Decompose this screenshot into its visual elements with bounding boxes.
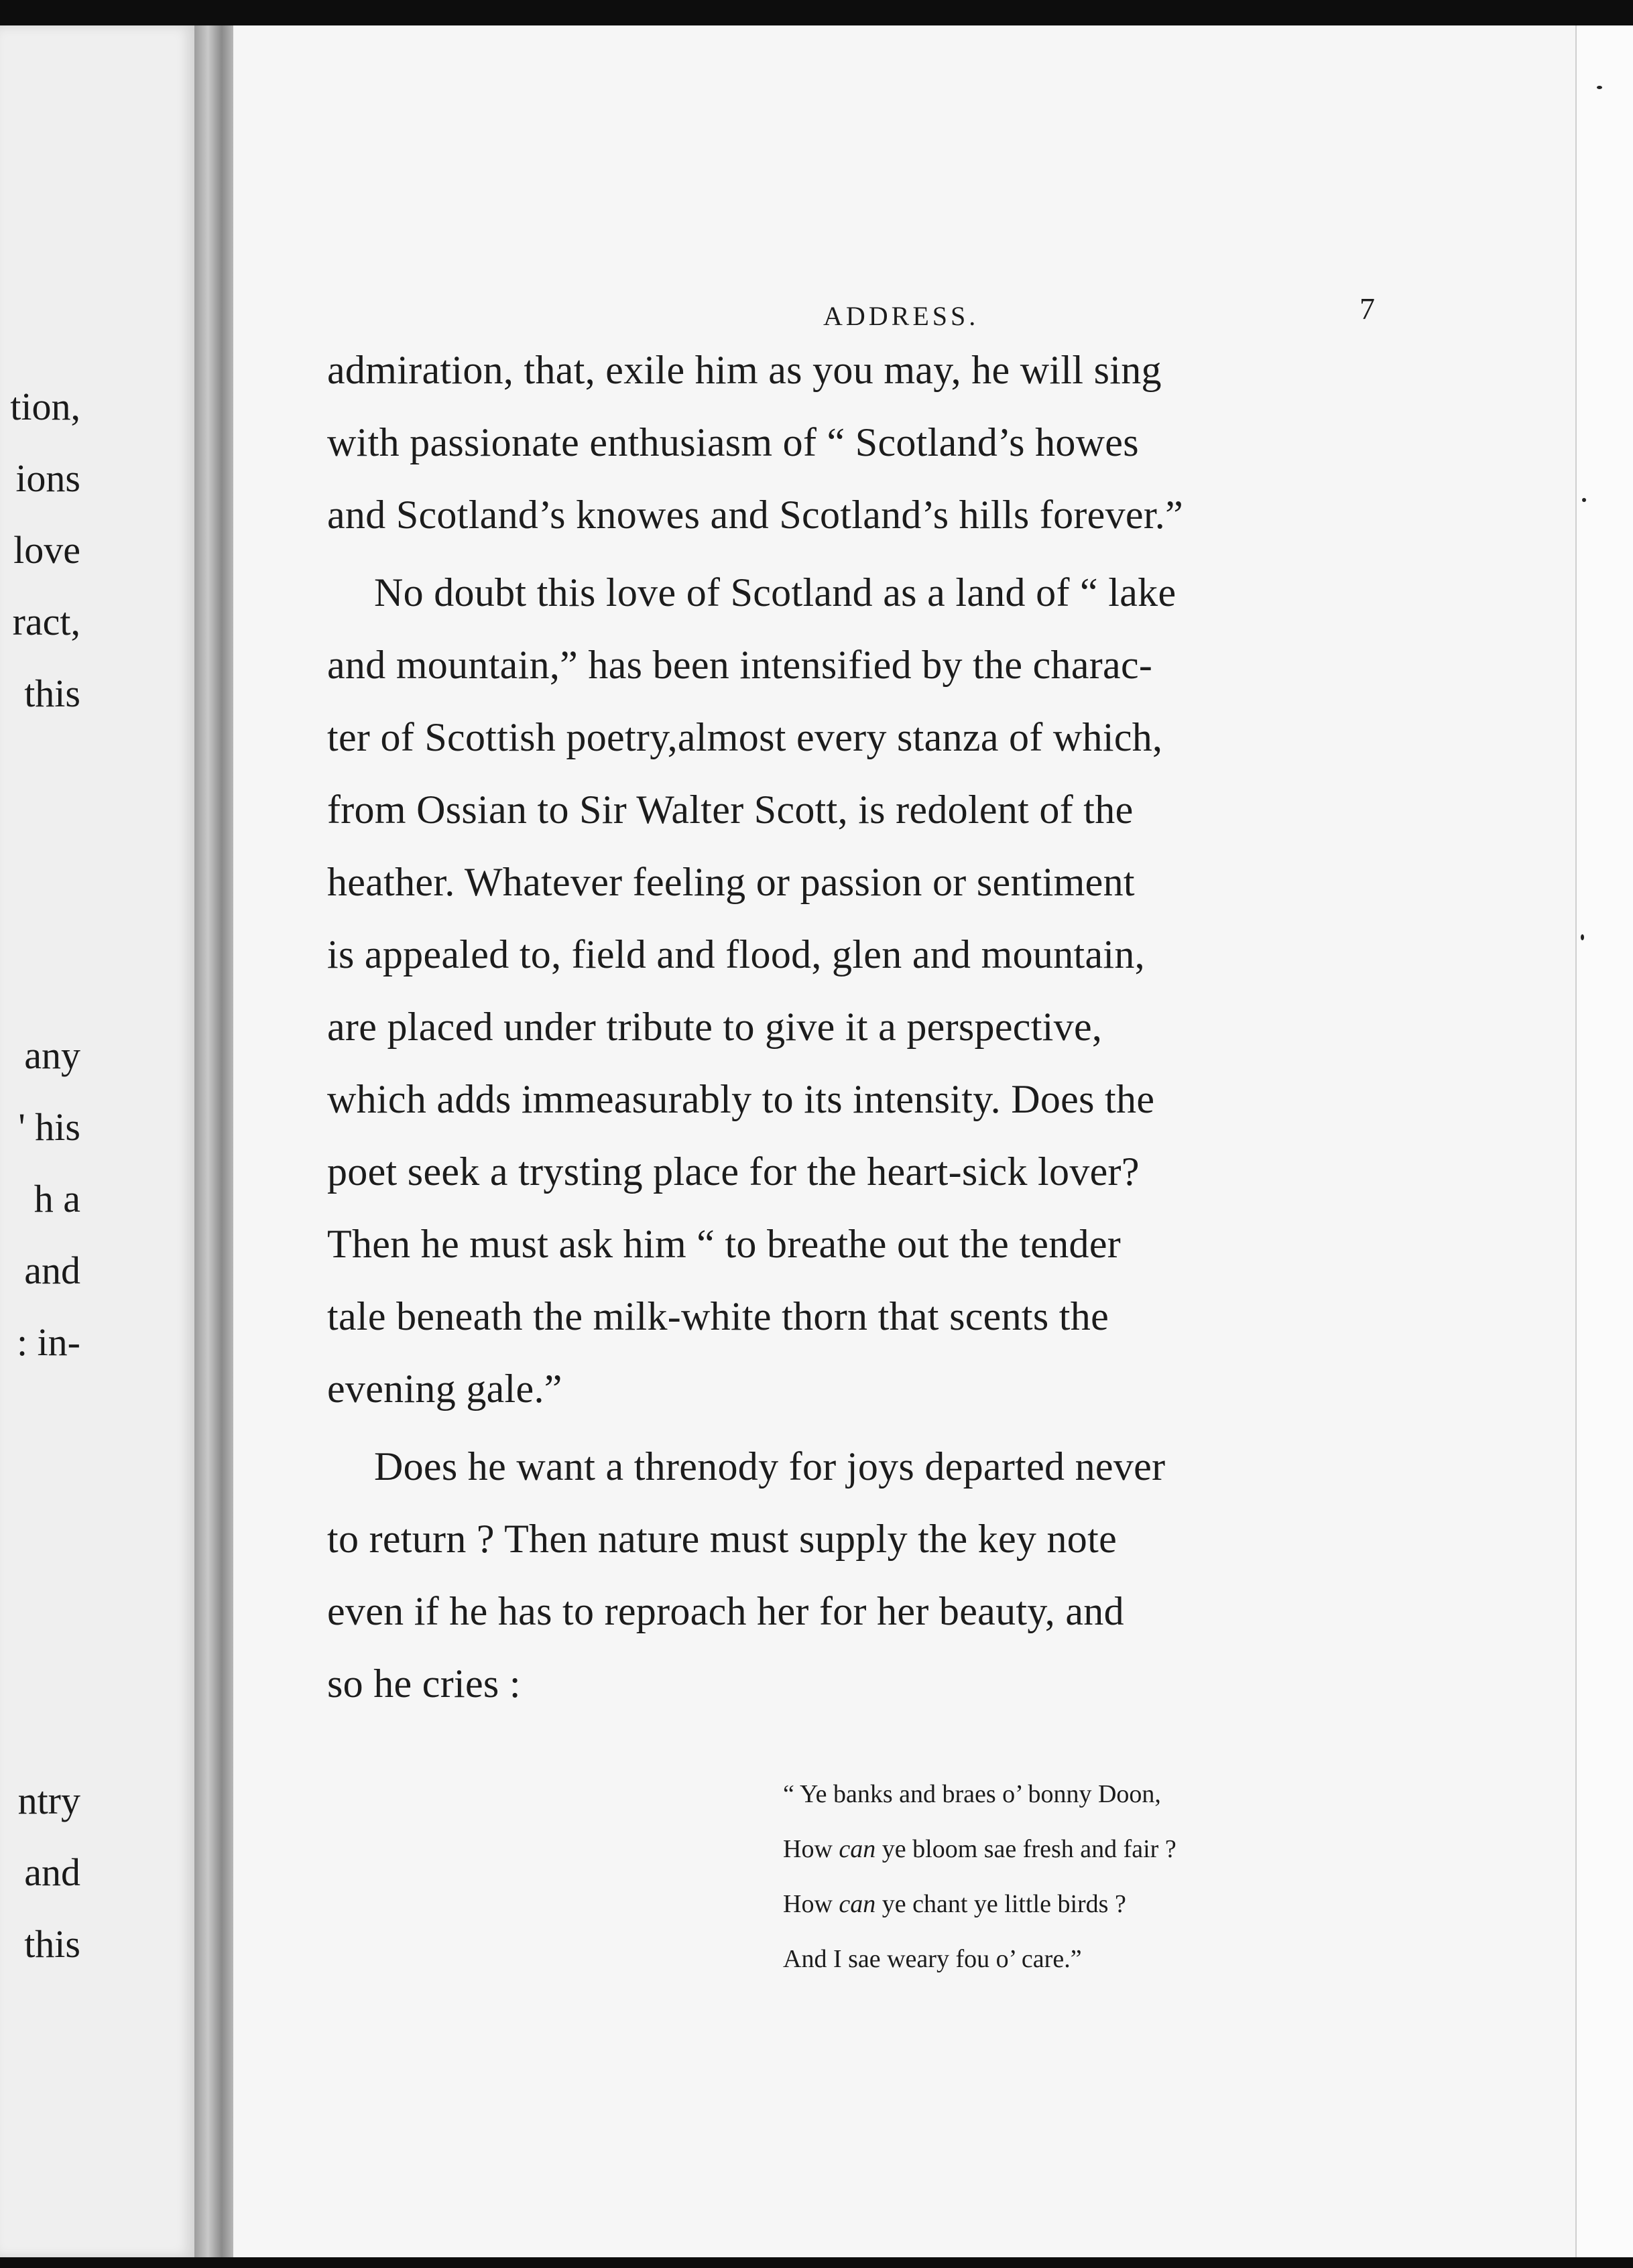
left-line: tion, bbox=[10, 385, 80, 428]
verse-text: How bbox=[783, 1835, 839, 1863]
verse-quotation bbox=[783, 1767, 1587, 1987]
left-line: this bbox=[24, 1922, 80, 1966]
paragraph-2 bbox=[327, 556, 1587, 1425]
text-line: heather. Whatever feeling or passion or sentiment bbox=[327, 860, 1135, 904]
text-line: to return ? Then nature must supply the key note bbox=[327, 1517, 1117, 1561]
text-line: and mountain,” has been intensified by the charac- bbox=[327, 643, 1153, 687]
verse-emphasis: can bbox=[839, 1890, 876, 1918]
paragraph-3 bbox=[327, 1430, 1587, 1720]
left-facing-page bbox=[0, 25, 194, 2257]
scan-speck bbox=[1581, 934, 1584, 940]
page-body bbox=[327, 260, 1587, 1987]
left-line: any bbox=[24, 1033, 80, 1077]
left-line: ' his bbox=[18, 1105, 80, 1149]
text-line: which adds immeasurably to its intensity. Does the bbox=[327, 1077, 1155, 1121]
left-line: this bbox=[24, 672, 80, 715]
running-head bbox=[327, 260, 1587, 334]
page-number: 7 bbox=[1359, 292, 1375, 326]
text-line: No doubt this love of Scotland as a land of “ lake bbox=[374, 570, 1176, 615]
text-line: poet seek a trysting place for the heart-sick lover? bbox=[327, 1149, 1140, 1194]
verse-line bbox=[783, 1822, 1587, 1877]
verse-line bbox=[783, 1877, 1587, 1932]
text-line: and Scotland’s knowes and Scotland’s hills forever.” bbox=[327, 493, 1184, 537]
text-line: from Ossian to Sir Walter Scott, is redolent of the bbox=[327, 788, 1134, 832]
left-line: love bbox=[13, 528, 80, 572]
text-line: tale beneath the milk-white thorn that scents the bbox=[327, 1294, 1109, 1338]
verse-text: ye bloom sae fresh and fair ? bbox=[875, 1835, 1176, 1863]
scan-speck bbox=[1582, 498, 1586, 502]
text-line: so he cries : bbox=[327, 1661, 521, 1706]
text-line: with passionate enthusiasm of “ Scotland’s howes bbox=[327, 420, 1139, 464]
paragraph-1 bbox=[327, 334, 1587, 551]
left-page-text-fragments bbox=[0, 25, 80, 2257]
left-line: : in- bbox=[16, 1320, 80, 1364]
right-page bbox=[233, 25, 1575, 2257]
text-line: even if he has to reproach her for her beauty, and bbox=[327, 1589, 1124, 1633]
running-head-title: ADDRESS. bbox=[823, 301, 979, 331]
text-line: are placed under tribute to give it a perspective, bbox=[327, 1005, 1103, 1049]
verse-text: ye chant ye little birds ? bbox=[875, 1890, 1126, 1918]
text-line: admiration, that, exile him as you may, he will sing bbox=[327, 348, 1162, 392]
left-line: h a bbox=[34, 1177, 80, 1220]
left-line: ract, bbox=[12, 600, 80, 643]
left-line: and bbox=[24, 1850, 80, 1894]
book-gutter bbox=[194, 25, 233, 2257]
left-line: ntry bbox=[17, 1779, 80, 1822]
text-line: evening gale.” bbox=[327, 1367, 562, 1411]
text-line: Then he must ask him “ to breathe out the tender bbox=[327, 1222, 1122, 1266]
scan-speck bbox=[1597, 86, 1602, 89]
page-edge-margin bbox=[1575, 25, 1633, 2257]
left-line: ions bbox=[15, 456, 80, 500]
verse-line: “ Ye banks and braes o’ bonny Doon, bbox=[783, 1780, 1161, 1808]
left-line: and bbox=[24, 1249, 80, 1292]
verse-text: How bbox=[783, 1890, 839, 1918]
text-line: ter of Scottish poetry,almost every stanza of which, bbox=[327, 715, 1163, 759]
verse-line: And I sae weary fou o’ care.” bbox=[783, 1945, 1082, 1973]
verse-emphasis: can bbox=[839, 1835, 876, 1863]
text-line: Does he want a threnody for joys departed never bbox=[374, 1444, 1166, 1489]
text-line: is appealed to, field and flood, glen and mountain, bbox=[327, 932, 1145, 976]
